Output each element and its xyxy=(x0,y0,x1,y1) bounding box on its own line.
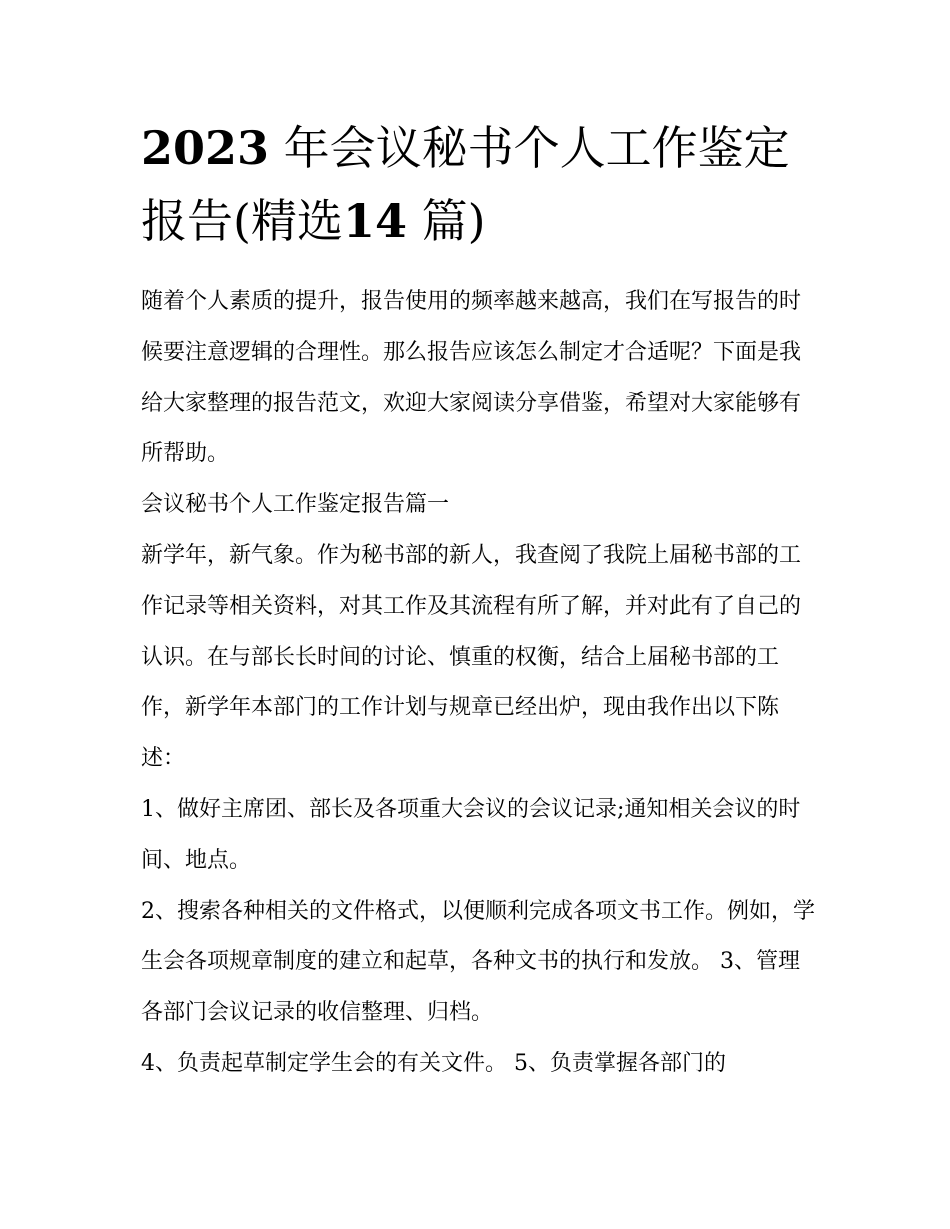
list-item-2-3: 2、搜索各种相关的文件格式，以便顺利完成各项文书工作。例如，学生会各项规章制度的建立和起草，各种文书的执行和发放。 3、管理各部门会议记录的收信整理、归档。 xyxy=(141,898,815,1026)
document-body xyxy=(141,277,821,1090)
list-item-1: 1、做好主席团、部长及各项重大会议的会议记录;通知相关会议的时间、地点。 xyxy=(141,796,801,873)
intro-paragraph: 随着个人素质的提升，报告使用的频率越来越高，我们在写报告的时候要注意逻辑的合理性。那么报告应该怎么制定才合适呢？下面是我给大家整理的报告范文，欢迎大家阅读分享借鉴，希望对大家能够有所帮助。 xyxy=(141,289,802,467)
title-text-2: 报告(精选 xyxy=(141,194,343,248)
title-text-3: 篇) xyxy=(406,194,486,248)
body-paragraph: 新学年，新气象。作为秘书部的新人，我查阅了我院上届秘书部的工作记录等相关资料，对其工作及其流程有所了解，并对此有了自己的认识。在与部长长时间的讨论、慎重的权衡，结合上届秘书部的工作，新学年本部门的工作计划与规章已经出炉，现由我作出以下陈述： xyxy=(141,542,802,772)
list-item-4-5: 4、负责起草制定学生会的有关文件。 5、负责掌握各部门的 xyxy=(141,1050,726,1076)
section-heading: 会议秘书个人工作鉴定报告篇一 xyxy=(141,492,450,518)
title-text-1: 年会议秘书个人工作鉴定 xyxy=(269,121,790,175)
title-count: 14 xyxy=(342,194,407,248)
document-title xyxy=(141,112,821,258)
title-year: 2023 xyxy=(141,121,270,175)
